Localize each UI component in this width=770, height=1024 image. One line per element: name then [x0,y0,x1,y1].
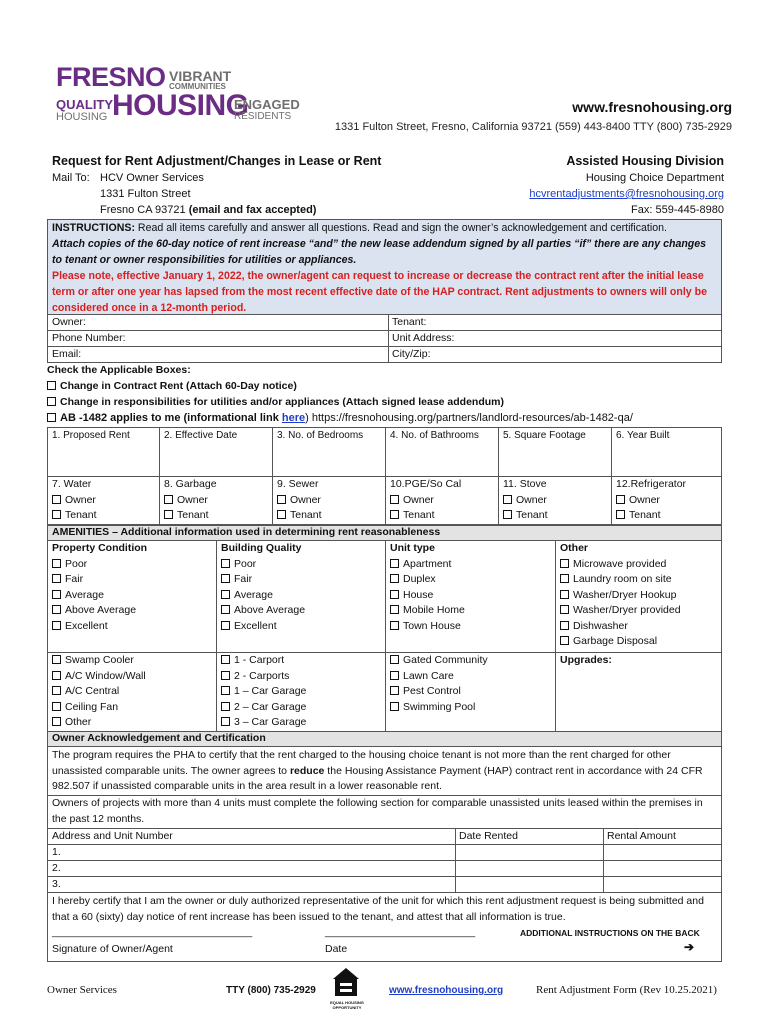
other-amenity-option[interactable] [560,557,681,573]
unit-type-option-label: Mobile Home [403,604,465,616]
logo-housing: HOUSING [112,89,249,122]
checkbox[interactable] [52,590,61,599]
owner-label: Owner [516,493,547,506]
other-amenity-option[interactable] [560,603,681,619]
unit-type-option[interactable] [390,588,465,604]
garbage-owner-option[interactable] [164,493,217,509]
checkbox[interactable] [52,559,61,568]
checkbox[interactable] [503,495,512,504]
checkbox[interactable] [47,381,56,390]
equal-housing-label: EQUAL HOUSING OPPORTUNITY [330,1000,364,1010]
col-rental-amount: Rental Amount [607,830,676,842]
garbage-cell [164,477,217,524]
email-field[interactable]: Email: [52,348,82,360]
stove-owner-option[interactable] [503,493,548,509]
checkbox[interactable] [221,559,230,568]
ack-p1-reduce: reduce [289,764,325,777]
checkbox[interactable] [390,686,399,695]
bedrooms-field[interactable]: 3. No. of Bedrooms [277,430,364,441]
checkbox[interactable] [52,702,61,711]
water-tenant-option[interactable] [52,508,97,524]
cooling-option-label: Ceiling Fan [65,700,119,713]
option-ab1482-label: AB -1482 applies to me (informational link [60,412,282,424]
owner-label: Owner [403,493,434,506]
cooling-option[interactable] [52,700,146,716]
stove-cell [503,477,548,524]
property-condition-option-label: Average [65,588,104,601]
checkbox[interactable] [164,510,173,519]
comparable-row-1[interactable]: 1. [52,846,61,858]
cooling-option-label: Swamp Cooler [65,654,134,666]
header-address: 1331 Fulton Street, Fresno, California 93721 (559) 443-8400 TTY (800) 735-2929 [334,121,732,133]
cooling-option[interactable] [52,684,146,700]
unit-type-option[interactable] [390,572,465,588]
checkbox[interactable] [390,495,399,504]
parking-option[interactable] [221,669,306,685]
checkbox[interactable] [390,655,399,664]
year-built-field[interactable]: 6. Year Built [616,430,670,441]
tenant-label: Tenant [65,509,97,521]
tenant-field[interactable]: Tenant: [392,316,427,328]
cooling-option-label: A/C Central [65,685,120,697]
unit-type-heading: Unit type [390,542,435,554]
property-condition-option-label: Excellent [65,619,108,632]
additional-instructions: ADDITIONAL INSTRUCTIONS ON THE BACK [520,928,700,938]
logo-housing-small: HOUSING [56,111,108,123]
water-cell [52,477,97,524]
mail-to-note: (email and fax accepted) [188,204,317,216]
owner-label: Owner [177,493,208,506]
city-zip-field[interactable]: City/Zip: [392,348,431,360]
checkbox[interactable] [560,636,569,645]
cooling-option[interactable] [52,653,146,669]
tenant-label: Tenant [629,509,661,521]
instructions-notice: Please note, effective January 1, 2022, the owner/agent can request to increase or decrease the contract rent after the initial lease term or after one year has lapsed from the most recent effective date of the HAP contract. Rent adjustments to owners will only be considered once in a 12-month period. [52,270,708,314]
tenant-label: Tenant [516,509,548,521]
instructions-label: INSTRUCTIONS: [52,222,135,234]
fax-number: Fax: 559-445-8980 [631,204,724,216]
building-quality-group [221,541,305,634]
property-condition-option[interactable] [52,588,147,604]
sewer-tenant-option[interactable] [277,508,322,524]
tenant-label: Tenant [290,509,322,521]
building-quality-option-label: Excellent [234,619,277,632]
refrigerator-cell [616,477,686,524]
unit-type-option-label: Apartment [403,557,452,570]
date-line[interactable]: ___________________________ [325,927,476,938]
parking-option[interactable] [221,653,306,669]
unit-type-option-label: Town House [403,619,461,632]
community-option-label: Lawn Care [403,669,454,682]
community-option[interactable] [390,669,488,685]
garbage-label: 8. Garbage [164,478,217,490]
tenant-label: Tenant [403,509,435,521]
cooling-option[interactable] [52,715,146,731]
instructions-text-2: Attach copies of the 60-day notice of rent increase “and” the new lease addendum signed by all parties “if” there are any changes to tenant or owner responsibilities for utilities or appliances. [52,238,707,266]
checkbox[interactable] [390,510,399,519]
unit-type-option[interactable] [390,619,465,635]
community-group [390,653,488,715]
logo-vibrant: VIBRANT [169,68,232,84]
checkbox[interactable] [221,717,230,726]
instructions-box [47,219,722,315]
bathrooms-field[interactable]: 4. No. of Bathrooms [390,430,479,441]
property-condition-option-label: Above Average [65,604,137,616]
signature-label: Signature of Owner/Agent [52,943,173,955]
other-amenity-option-label: Microwave provided [573,557,667,570]
checkbox[interactable] [503,510,512,519]
footer-owner-services: Owner Services [47,984,117,996]
building-quality-option[interactable] [221,619,305,635]
other-amenity-option-label: Washer/Dryer Hookup [573,588,677,601]
checkbox[interactable] [560,574,569,583]
checkbox[interactable] [47,397,56,406]
property-condition-option[interactable] [52,603,147,619]
other-amenities-group [560,541,681,650]
checkbox[interactable] [52,655,61,664]
col-date-rented: Date Rented [459,830,518,842]
water-label: 7. Water [52,478,92,490]
logo-engaged: ENGAGED [234,97,300,112]
stove-tenant-option[interactable] [503,508,548,524]
other-amenity-option[interactable] [560,588,681,604]
property-condition-option-label: Fair [65,573,84,585]
instructions-text-1: Read all items carefully and answer all questions. Read and sign the owner’s acknowledgement and certification. [134,222,667,234]
garbage-tenant-option[interactable] [164,508,217,524]
checkbox[interactable] [221,621,230,630]
refrigerator-tenant-option[interactable] [616,508,686,524]
checkbox[interactable] [390,671,399,680]
upgrades-field[interactable]: Upgrades: [560,654,612,666]
community-option-label: Pest Control [403,685,461,697]
checkbox[interactable] [221,702,230,711]
option-ab1482[interactable] [47,411,633,427]
tenant-label: Tenant [177,509,209,521]
other-amenity-option-label: Laundry room on site [573,573,672,585]
unit-type-option[interactable] [390,557,465,573]
logo-quality: QUALITY [56,97,114,112]
col-address-unit: Address and Unit Number [52,830,173,842]
other-amenity-heading: Other [560,542,589,554]
cooling-option-label: Other [65,716,92,728]
sewer-owner-option[interactable] [277,493,322,509]
owner-label: Owner [65,493,96,506]
cooling-group [52,653,146,731]
logo-communities: COMMUNITIES [169,82,226,91]
certification-text: I hereby certify that I am the owner or duly authorized representative of the unit for which this rent adjustment request is being submitted and that a 60 (sixty) day notice of rent increase has been issued to the tenant, and attest that all information is true. [52,895,704,923]
community-option[interactable] [390,700,488,716]
other-amenity-option-label: Dishwasher [573,619,628,632]
water-owner-option[interactable] [52,493,97,509]
mail-to-line-1: HCV Owner Services [100,172,204,184]
checkbox[interactable] [221,605,230,614]
owner-field[interactable]: Owner: [52,316,86,328]
signature-line[interactable]: ____________________________________ [52,927,253,938]
building-quality-heading: Building Quality [221,542,302,554]
checkbox[interactable] [52,686,61,695]
mail-to-label: Mail To: [52,172,90,184]
checkbox[interactable] [560,605,569,614]
logo-fresno: FRESNO [56,62,166,92]
date-label: Date [325,943,348,955]
ack-paragraph-2: Owners of projects with more than 4 units must complete the following section for comparable unassisted units leased within the premises in the past 12 months. [52,797,703,825]
property-condition-option[interactable] [52,557,147,573]
unit-type-group [390,541,465,634]
checkbox[interactable] [164,495,173,504]
checkbox[interactable] [52,621,61,630]
parking-group [221,653,306,731]
parking-option-label: 3 – Car Garage [234,716,307,728]
option-utilities-label: Change in responsibilities for utilities and/or appliances (Attach signed lease addendum) [60,396,504,408]
parking-option[interactable] [221,684,306,700]
other-amenity-option[interactable] [560,619,681,635]
mail-to-line-2: 1331 Fulton Street [100,188,191,200]
unit-type-option-label: Duplex [403,573,436,585]
unit-type-option[interactable] [390,603,465,619]
community-option-label: Swimming Pool [403,700,476,713]
building-quality-option-label: Above Average [234,604,306,616]
property-condition-group [52,541,147,634]
sewer-label: 9. Sewer [277,478,319,490]
mail-to-city: Fresno CA 93721 [100,204,186,216]
building-quality-option-label: Fair [234,573,253,585]
other-amenity-option[interactable] [560,634,681,650]
ack-p1-a: The program requires the PHA to certify that the rent charged to the housing choice tenant is not more than the rent charged for other unassisted comparable units. The owner agrees to [52,749,671,777]
building-quality-option[interactable] [221,588,305,604]
checkbox[interactable] [616,510,625,519]
other-amenity-option[interactable] [560,572,681,588]
phone-field[interactable]: Phone Number: [52,332,126,344]
other-amenity-option-label: Washer/Dryer provided [573,604,681,616]
ab1482-here-link[interactable]: here [281,412,306,424]
cooling-option[interactable] [52,669,146,685]
checkbox[interactable] [277,495,286,504]
community-option[interactable] [390,653,488,669]
checkbox[interactable] [390,574,399,583]
pge-cell [390,477,461,524]
community-option[interactable] [390,684,488,700]
comparable-row-2[interactable]: 2. [52,862,61,874]
proposed-rent-field[interactable]: 1. Proposed Rent [52,430,130,441]
checkbox[interactable] [52,605,61,614]
unit-address-field[interactable]: Unit Address: [392,332,455,344]
fresno-housing-logo [56,62,300,132]
effective-date-field[interactable]: 2. Effective Date [164,430,238,441]
sewer-cell [277,477,322,524]
property-condition-option-label: Poor [65,557,88,570]
checkbox[interactable] [616,495,625,504]
ack-paragraph-1 [52,748,718,795]
checkbox[interactable] [47,413,56,422]
parking-option[interactable] [221,715,306,731]
checkbox[interactable] [221,655,230,664]
checkbox[interactable] [390,621,399,630]
checkbox[interactable] [277,510,286,519]
option-utilities[interactable] [47,395,504,411]
footer-form-rev: Rent Adjustment Form (Rev 10.25.2021) [536,984,717,996]
contact-email-link[interactable]: hcvrentadjustments@fresnohousing.org [529,188,724,200]
checkbox[interactable] [52,717,61,726]
property-condition-option[interactable] [52,619,147,635]
cooling-option-label: A/C Window/Wall [65,669,146,682]
division-title: Assisted Housing Division [566,154,724,168]
building-quality-option-label: Poor [234,557,257,570]
refrigerator-label: 12.Refrigerator [616,478,687,490]
checkbox[interactable] [52,574,61,583]
property-condition-heading: Property Condition [52,542,148,554]
checkbox[interactable] [390,605,399,614]
pge-tenant-option[interactable] [390,508,461,524]
arrow-right-icon: ➔ [684,940,695,954]
checkbox[interactable] [560,590,569,599]
building-quality-option[interactable] [221,603,305,619]
parking-option-label: 2 – Car Garage [234,700,307,713]
mail-to-line-3 [100,204,316,216]
stove-label: 11. Stove [503,478,547,490]
property-condition-option[interactable] [52,572,147,588]
footer-tty: TTY (800) 735-2929 [226,985,316,996]
building-quality-option-label: Average [234,588,273,601]
logo-residents: RESIDENTS [234,111,292,122]
ack-heading: Owner Acknowledgement and Certification [52,732,266,744]
unit-type-option-label: House [403,588,434,601]
parking-option-label: 1 - Carport [234,654,285,666]
checkbox[interactable] [221,686,230,695]
checkbox[interactable] [221,574,230,583]
checkbox[interactable] [221,671,230,680]
footer-url[interactable]: www.fresnohousing.org [389,985,504,996]
housing-dept: Housing Choice Department [585,172,724,184]
parking-option-label: 2 - Carports [234,669,290,682]
building-quality-option[interactable] [221,572,305,588]
checkbox[interactable] [560,559,569,568]
checkbox[interactable] [52,495,61,504]
checkbox[interactable] [390,559,399,568]
ack-p1-c: the Housing Assistance Payment (HAP) contract rent in accordance with 24 CFR 982.507 if unassisted comparable units in the area result in a lower reasonable rent. [52,764,703,792]
refrigerator-owner-option[interactable] [616,493,686,509]
form-title: Request for Rent Adjustment/Changes in Lease or Rent [52,154,382,168]
pge-label: 10.PGE/So Cal [390,478,462,490]
instructions-line-1 [52,220,717,236]
option-contract-rent-label: Change in Contract Rent (Attach 60-Day notice) [60,380,297,392]
other-amenity-option-label: Garbage Disposal [573,635,658,647]
comparable-row-3[interactable]: 3. [52,878,61,890]
checkbox[interactable] [390,702,399,711]
header-url[interactable]: www.fresnohousing.org [572,99,732,115]
applicable-heading: Check the Applicable Boxes: [47,364,191,376]
contact-info-table [47,314,722,363]
checkbox[interactable] [52,510,61,519]
parking-option-label: 1 – Car Garage [234,685,307,697]
owner-label: Owner [290,493,321,506]
checkbox[interactable] [221,590,230,599]
checkbox[interactable] [52,671,61,680]
checkbox[interactable] [560,621,569,630]
owner-label: Owner [629,493,660,506]
square-footage-field[interactable]: 5. Square Footage [503,430,586,441]
checkbox[interactable] [390,590,399,599]
parking-option[interactable] [221,700,306,716]
pge-owner-option[interactable] [390,493,461,509]
building-quality-option[interactable] [221,557,305,573]
option-contract-rent[interactable] [47,379,297,395]
ab1482-url: ) https://fresnohousing.org/partners/landlord-resources/ab-1482-qa/ [305,412,633,424]
community-option-label: Gated Community [403,654,488,666]
amenities-heading: AMENITIES – Additional information used in determining rent reasonableness [52,526,441,538]
